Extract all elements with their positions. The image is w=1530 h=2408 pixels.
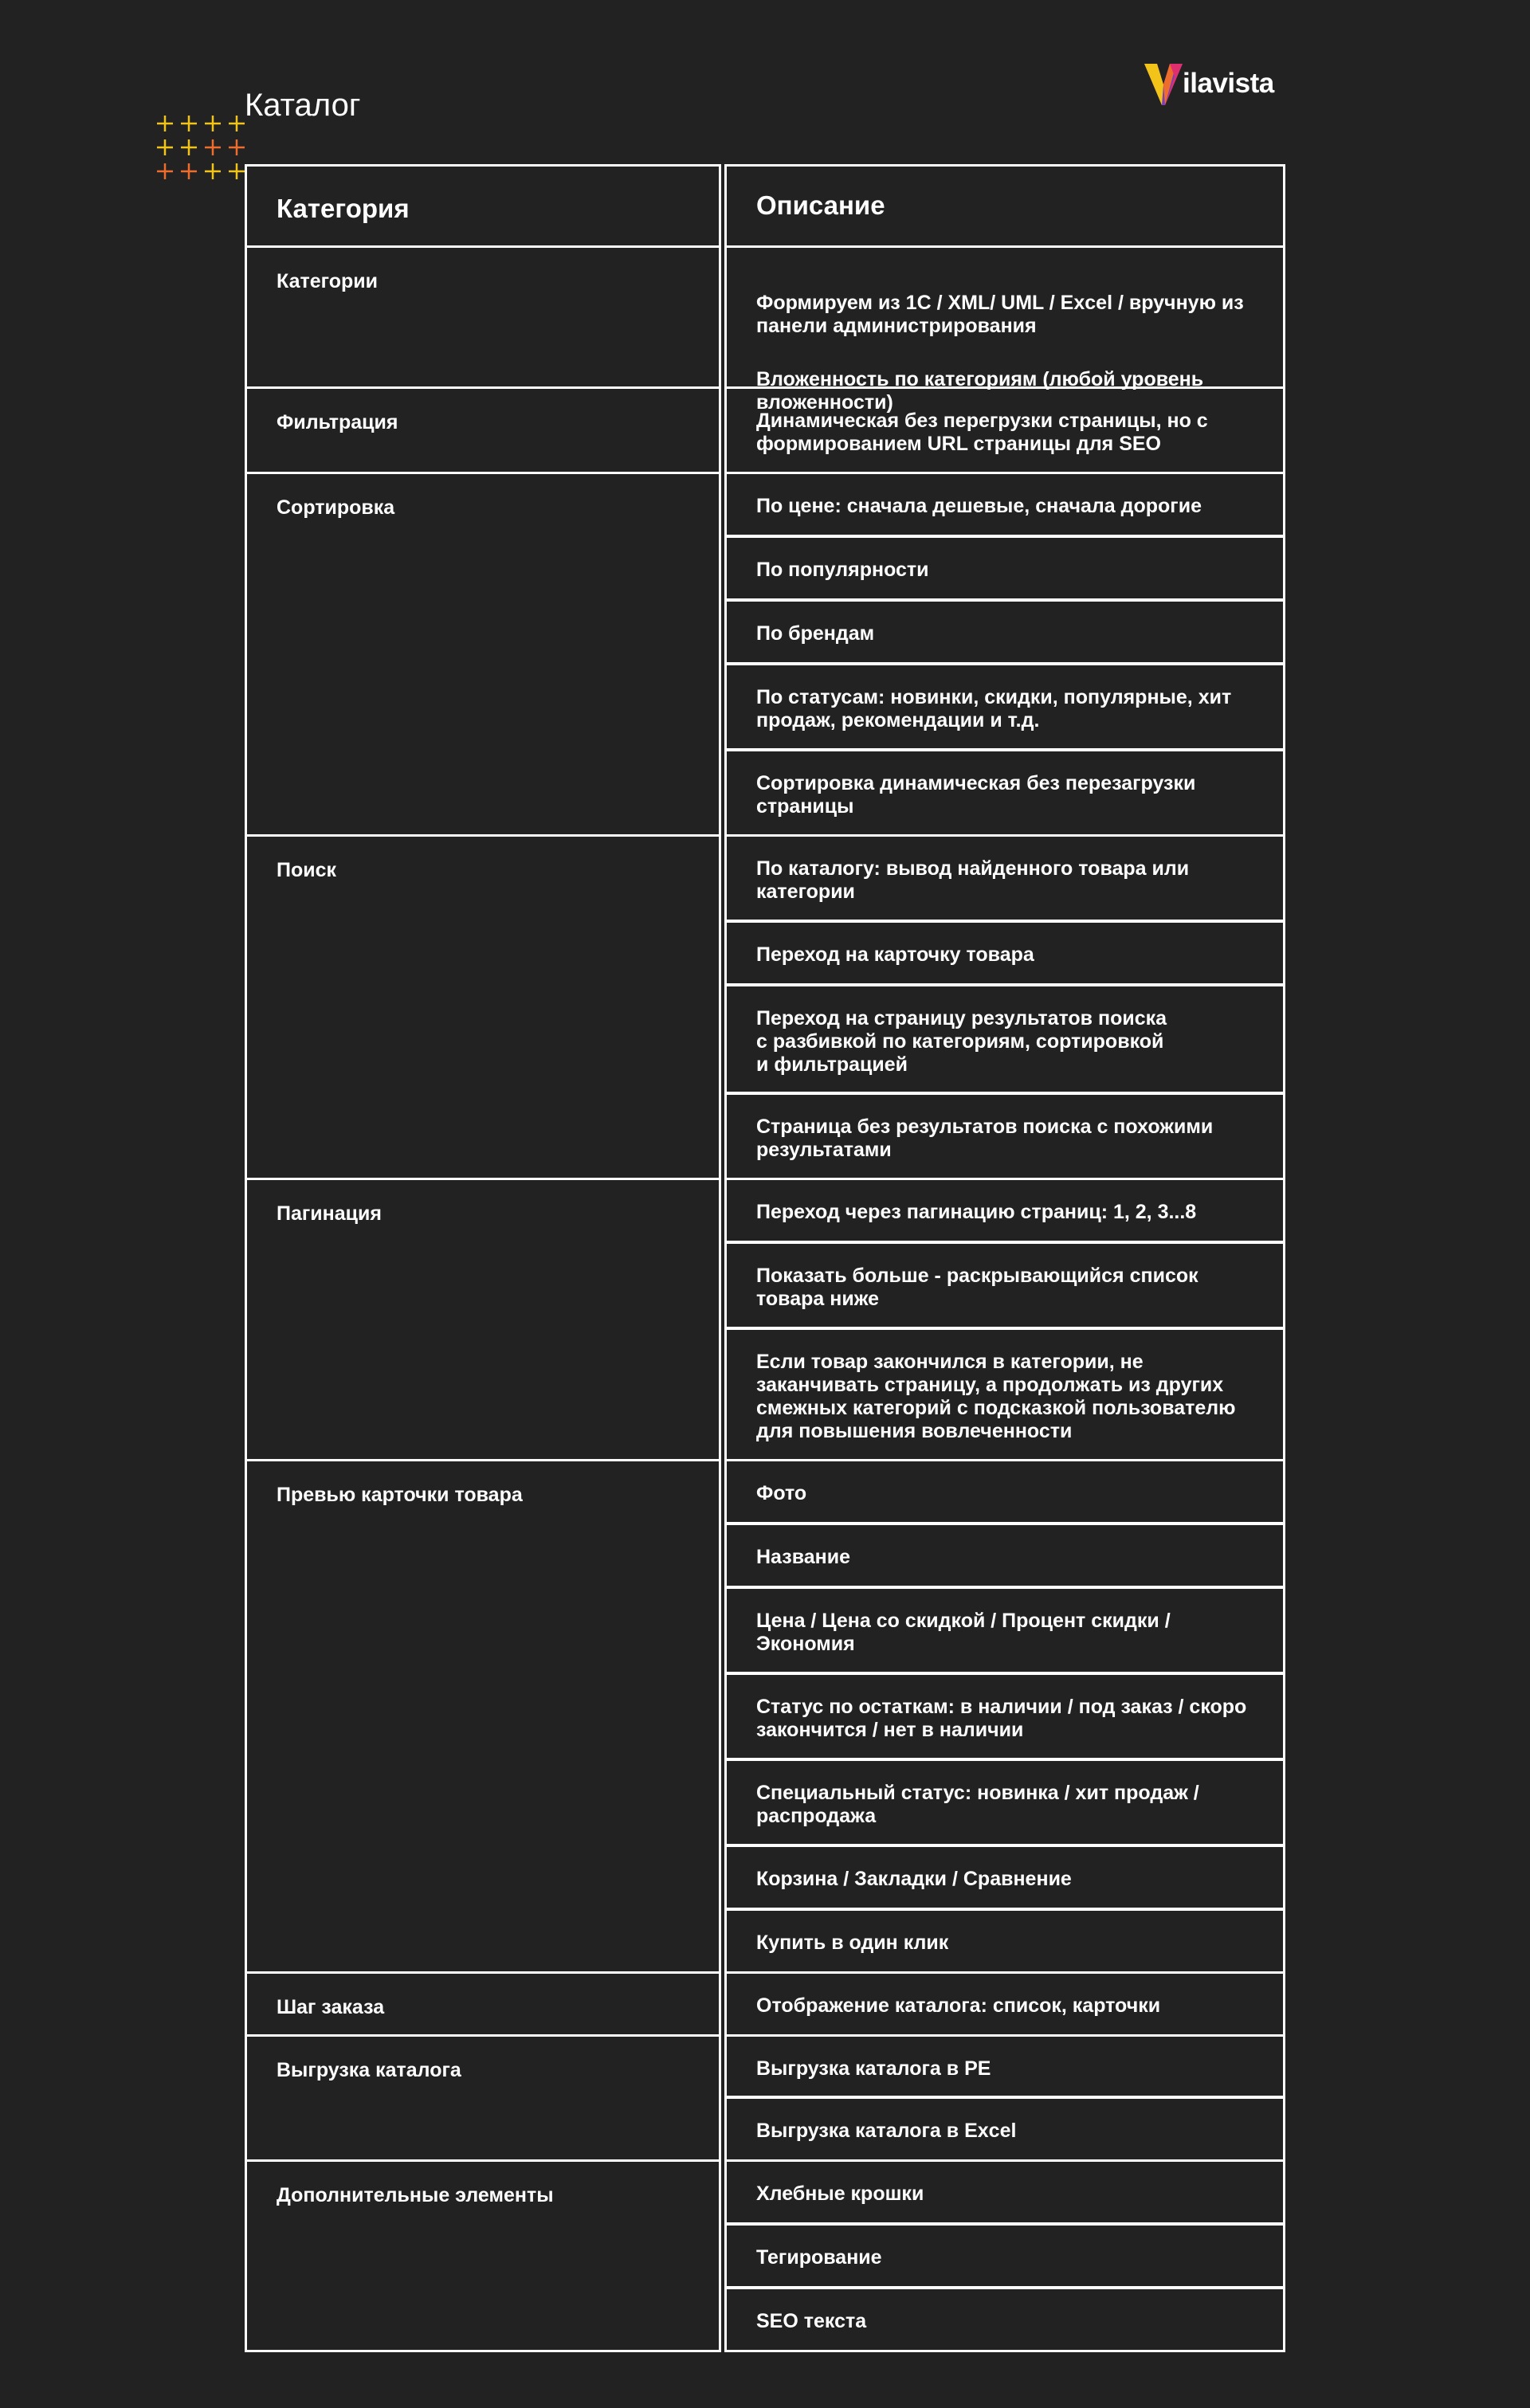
description-cell: Хлебные крошки (724, 2159, 1285, 2225)
header-category: Категория (245, 164, 721, 248)
vilavista-v-icon (1143, 61, 1184, 107)
category-cell: Дополнительные элементы (245, 2159, 721, 2352)
category-cell: Категории (245, 245, 721, 389)
category-cell: Пагинация (245, 1178, 721, 1461)
table-header-row (245, 164, 1285, 248)
description-cell: Переход на карточку товара (724, 920, 1285, 986)
category-cell: Превью карточки товара (245, 1459, 721, 1974)
catalog-features-table (245, 164, 1285, 2352)
description-line: Вложенность по категориям (любой уровень вложенности) (756, 368, 1204, 414)
description-cell: Переход на страницу результатов поиска с разбивкой по категориям, сортировкой и фильтрацией (724, 984, 1285, 1094)
description-cell: SEO текста (724, 2287, 1285, 2352)
category-cell: Фильтрация (245, 386, 721, 474)
description-cell: Отображение каталога: список, карточки (724, 1971, 1285, 2037)
description-cell: Статус по остаткам: в наличии / под заказ / скоро закончится / нет в наличии (724, 1673, 1285, 1760)
page-title: Каталог (245, 88, 361, 123)
table-row (245, 386, 1285, 474)
description-cell: Цена / Цена со скидкой / Процент скидки / Экономия (724, 1586, 1285, 1674)
description-cell: По брендам (724, 599, 1285, 665)
description-cell: Показать больше - раскрывающийся список товара ниже (724, 1241, 1285, 1329)
category-cell: Выгрузка каталога (245, 2034, 721, 2162)
table-row (245, 1971, 1285, 2037)
brand-logo (1143, 61, 1274, 107)
description-cell: По статусам: новинки, скидки, популярные, хит продаж, рекомендации и т.д. (724, 663, 1285, 751)
description-cell: Переход через пагинацию страниц: 1, 2, 3...8 (724, 1178, 1285, 1243)
table-row (245, 2159, 1285, 2352)
description-cell: По каталогу: вывод найденного товара или категории (724, 834, 1285, 922)
description-cell: По цене: сначала дешевые, сначала дорогие (724, 472, 1285, 537)
description-cell: Если товар закончился в категории, не заканчивать страницу, а продолжать из других смежных категорий с подсказкой пользователю для повышения вовлеченности (724, 1328, 1285, 1461)
category-cell: Поиск (245, 834, 721, 1180)
table-row (245, 2034, 1285, 2162)
description-cell: Название (724, 1523, 1285, 1588)
description-cell (724, 245, 1285, 414)
description-cell: Выгрузка каталога в РЕ (724, 2034, 1285, 2098)
table-row (245, 834, 1285, 1180)
description-cell: Динамическая без перегрузки страницы, но с формированием URL страницы для SEO (724, 386, 1285, 474)
category-cell: Шаг заказа (245, 1971, 721, 2037)
table-row (245, 1459, 1285, 1974)
description-cell: Выгрузка каталога в Excel (724, 2096, 1285, 2162)
description-cell: Специальный статус: новинка / хит продаж / распродажа (724, 1759, 1285, 1846)
table-row (245, 245, 1285, 414)
table-row (245, 472, 1285, 837)
description-cell: Страница без результатов поиска с похожими результатами (724, 1092, 1285, 1180)
table-row (245, 1178, 1285, 1461)
description-cell: Сортировка динамическая без перезагрузки страницы (724, 749, 1285, 837)
category-cell: Сортировка (245, 472, 721, 837)
description-cell: По популярности (724, 535, 1285, 601)
description-cell: Фото (724, 1459, 1285, 1524)
description-line: Формируем из 1С / XML/ UML / Excel / вручную из панели администрирования (756, 292, 1244, 337)
header-description: Описание (724, 164, 1285, 248)
plus-pattern-icon (155, 113, 250, 185)
description-cell: Корзина / Закладки / Сравнение (724, 1845, 1285, 1910)
description-cell: Тегирование (724, 2223, 1285, 2288)
logo-text: ilavista (1183, 68, 1274, 99)
description-cell: Купить в один клик (724, 1908, 1285, 1974)
